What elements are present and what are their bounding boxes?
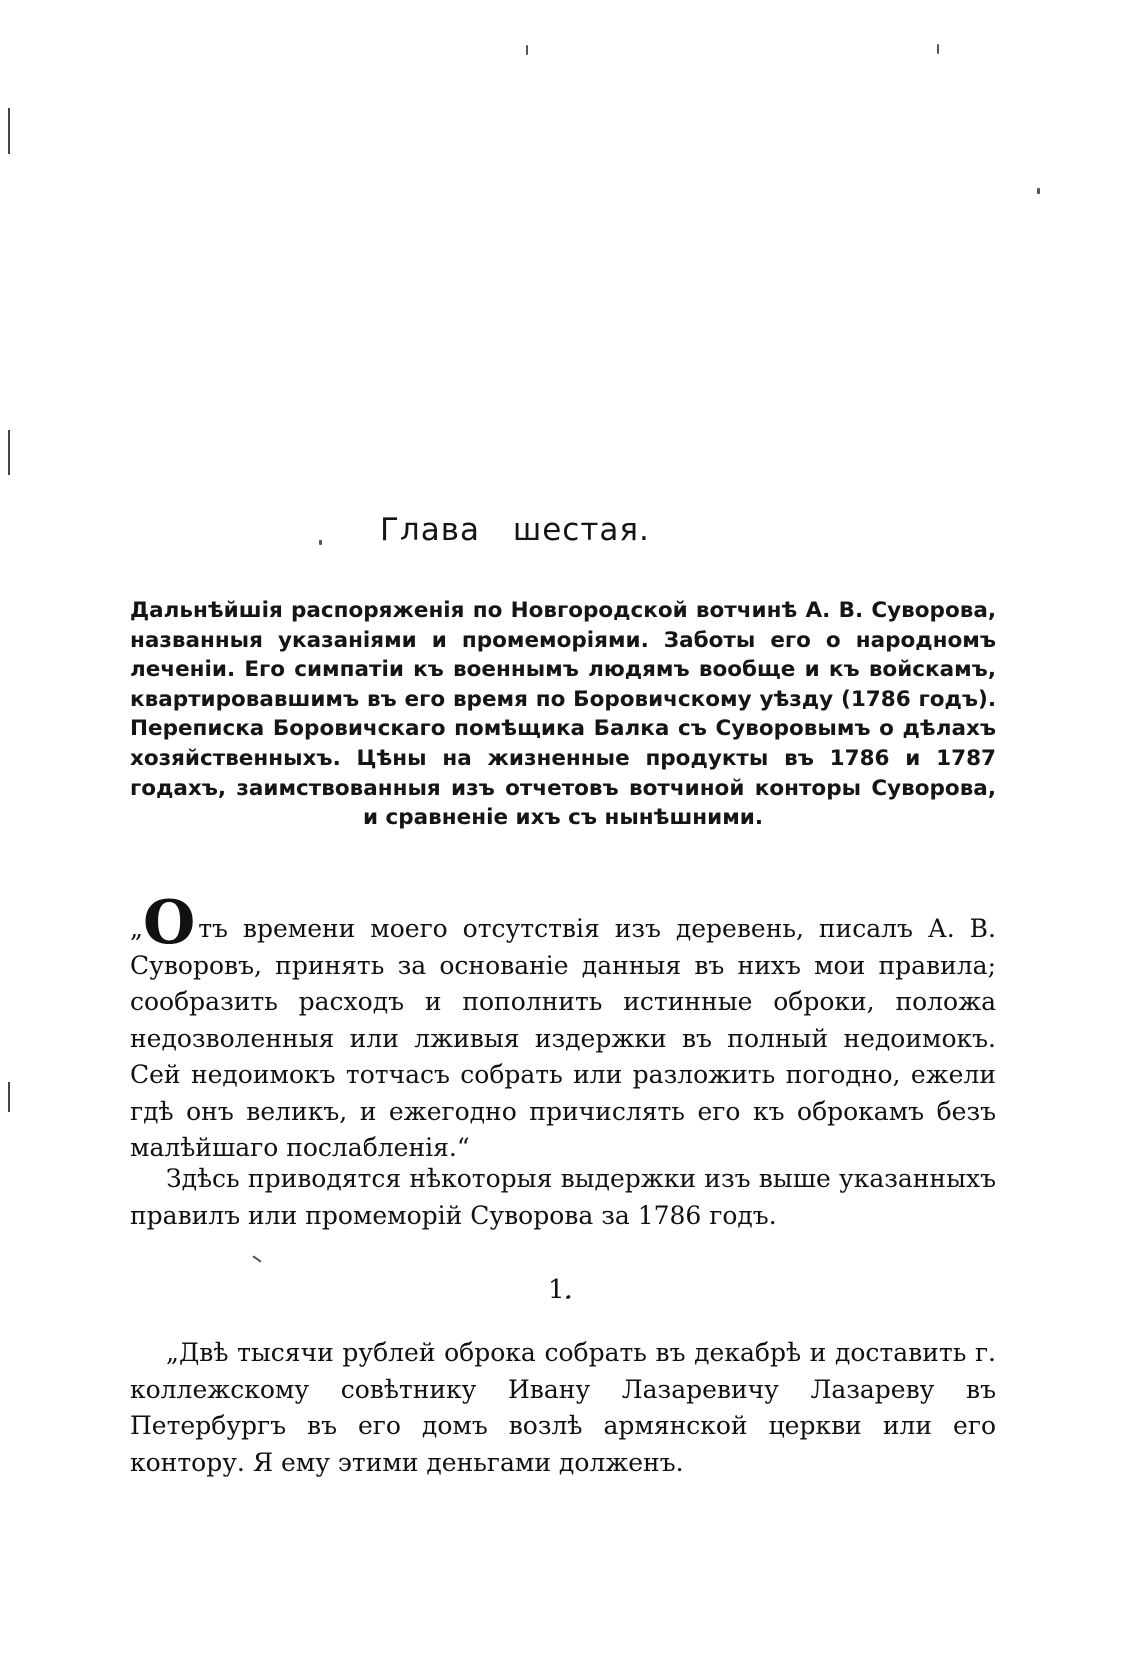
scan-speck <box>319 540 322 545</box>
scan-margin-line <box>8 1082 10 1112</box>
paragraph-1-text: тъ времени моего отсутствія изъ деревень, писалъ А. В. Суворовъ, принять за основаніе данныя въ нихъ мои правила; сообразить расходъ и пополнить истинные оброки, положа недозволенныя или лживыя издержки въ полный недоимокъ. Сей недоимокъ тотчасъ собрать или разложить погодно, ежели гдѣ онъ великъ, и ежегодно причислять его къ оброкамъ безъ малѣйшаго послабленія.“ <box>130 914 996 1162</box>
scan-margin-line <box>8 430 10 475</box>
scan-speck <box>526 45 528 55</box>
paragraph-3: „Двѣ тысячи рублей оброка собрать въ декабрѣ и доставить г. коллежскому совѣтнику Ивану Лазаревичу Лазареву въ Петербургъ въ его домъ возлѣ армянской церкви или его контору. Я ему этими деньгами долженъ. <box>130 1338 996 1477</box>
paragraph-2: Здѣсь приводятся нѣкоторыя выдержки изъ выше указанныхъ правилъ или промеморій Суворова за 1786 годъ. <box>130 1164 996 1230</box>
chapter-title: Глава шестая. <box>380 512 650 548</box>
scan-speck <box>937 44 939 54</box>
drop-cap: О <box>142 888 196 958</box>
scan-speck <box>252 1255 261 1262</box>
scan-margin-line <box>8 108 10 154</box>
chapter-summary: Дальнѣйшія распоряженія по Новгородской вотчинѣ А. В. Суворова, названныя указаніями и промеморіями. Заботы его о народномъ леченіи. Его симпатіи къ военнымъ людямъ вообще и къ войскамъ, квартировавшимъ въ его время по Боровичскому уѣзду (1786 годъ). Переписка Боровичскаго помѣщика Балка съ Суворовымъ о дѣлахъ хозяйственныхъ. Цѣны на жизненные продукты въ 1786 и 1787 годахъ, заимствованныя изъ отчетовъ вотчиной конторы Суворова, и сравненіе ихъ съ нынѣшними. <box>130 598 996 831</box>
opening-quote: „ <box>130 914 143 943</box>
section-number: 1. <box>548 1275 573 1305</box>
scan-speck <box>1037 188 1040 194</box>
paragraph-1 <box>130 888 996 1167</box>
